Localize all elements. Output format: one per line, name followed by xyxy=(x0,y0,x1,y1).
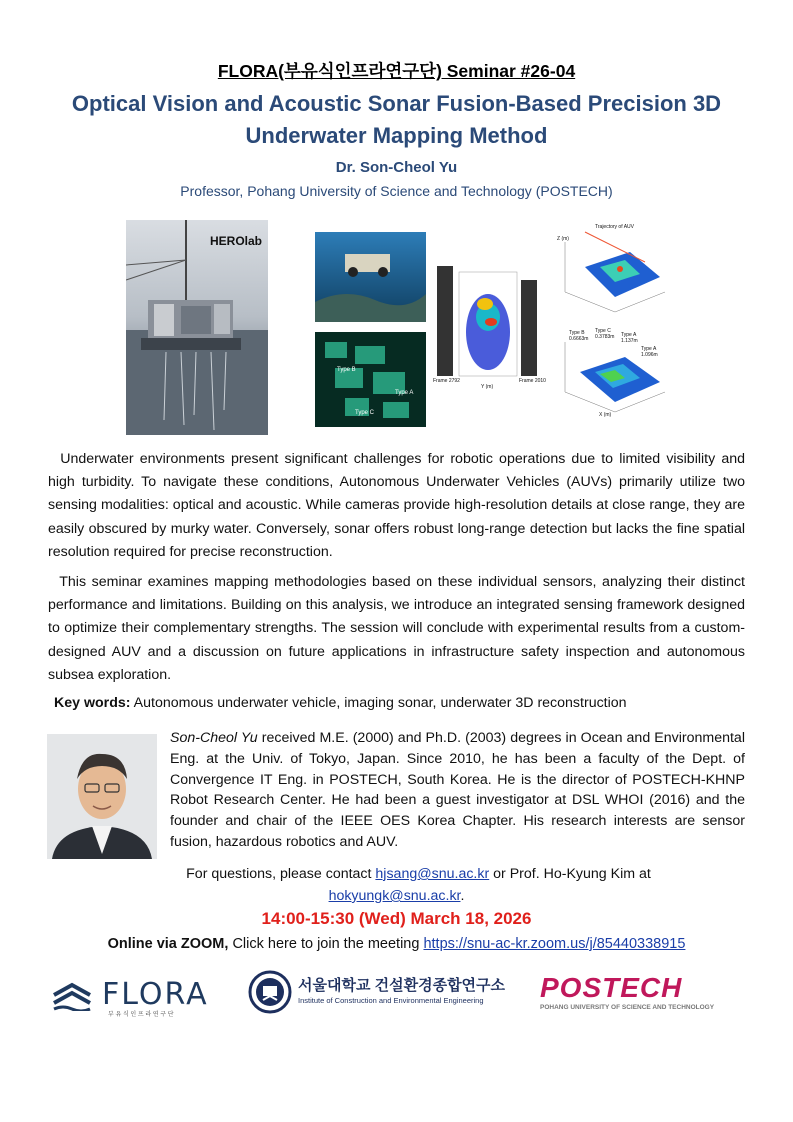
postech-subtitle: POHANG UNIVERSITY OF SCIENCE AND TECHNOLOGY xyxy=(540,1004,715,1011)
sonar-label-type-a: Type A xyxy=(395,390,414,396)
z-axis-label: Z (m) xyxy=(557,236,569,242)
abstract-paragraph-2: This seminar examines mapping methodologies based on these individual sensors, analyzing their distinct performance and limitations. Building on this analysis, we introduce an integrated sensing framework designed to optimize their complementary strengths. The session will conclude with experimental results from a custom-designed AUV and a discussion on future applications in infrastructure safety inspection and autonomous subsea exploration. xyxy=(48,574,745,683)
flora-wordmark: FLORA xyxy=(102,977,209,1012)
postech-wordmark: POSTECH xyxy=(540,972,683,1003)
abstract-paragraph-1: Underwater environments present significant challenges for robotic operations due to limited visibility and high turbidity. To navigate these conditions, Autonomous Underwater Vehicles (AUVs) primarily utilize two sensing modalities: optical and acoustic. While cameras provide high-resolution details at close range, they are easily obscured by murky water. Conversely, sonar offers robust long-range detection but lacks the fine spatial resolution required for precise reconstruction. xyxy=(48,451,745,560)
seminar-datetime: 14:00-15:30 (Wed) March 18, 2026 xyxy=(261,909,532,928)
x-axis-label: X (m) xyxy=(599,412,612,418)
auv-photo xyxy=(126,220,268,435)
frame-label-left: Frame 2792 xyxy=(433,378,460,384)
sonar-label-type-c: Type C xyxy=(355,410,375,416)
flora-subtitle: 부 유 식 인 프 라 연 구 단 xyxy=(108,1012,174,1018)
sonar-label-type-b: Type B xyxy=(337,367,356,373)
contact-prefix: For questions, please contact xyxy=(186,866,376,882)
speaker-affiliation: Professor, Pohang University of Science and Technology (POSTECH) xyxy=(180,183,613,199)
zoom-meeting-link[interactable]: https://snu-ac-kr.zoom.us/j/85440338915 xyxy=(423,936,686,952)
point-cloud-figure xyxy=(433,262,548,392)
flora-wave-icon xyxy=(50,981,94,1011)
trajectory-label: Trajectory of AUV xyxy=(595,224,634,230)
keywords xyxy=(54,695,627,711)
type-a-value-1: Type A 1.137m xyxy=(621,332,638,344)
bio-name: Son-Cheol Yu xyxy=(170,730,258,746)
bio-text: received M.E. (2000) and Ph.D. (2003) degrees in Ocean and Environmental Eng. at the Univ. of Tokyo, Japan. Since 2010, he has been a faculty of the Dept. of Convergence IT Eng. in POSTECH, South Korea. He is the director of POSTECH-KHNP Robot Research Center. He had been a guest investigator at DSL WHOI (2016) and the founder and chair of the IEEE OES Korea Chapter. His research interests are sensor fusion, hazardous robotics and AUV. xyxy=(170,730,745,850)
snu-emblem-icon xyxy=(248,970,292,1014)
email-link-hokyungk[interactable]: hokyungk@snu.ac.kr xyxy=(328,888,461,904)
underwater-auv-photo xyxy=(315,232,426,322)
y-axis-label: Y (m) xyxy=(481,384,494,390)
herolab-logo: HEROlab xyxy=(210,234,263,248)
contact-middle: or Prof. Ho-Kyung Kim at xyxy=(489,866,651,882)
email-link-hjsang[interactable]: hjsang@snu.ac.kr xyxy=(375,866,490,882)
speaker-bio xyxy=(170,728,745,853)
seminar-title xyxy=(0,88,793,152)
speaker-name: Dr. Son-Cheol Yu xyxy=(335,159,458,176)
snu-english-name: Institute of Construction and Environmental Engineering xyxy=(298,996,484,1005)
contact-info xyxy=(0,863,793,907)
join-text: Click here to join the meeting xyxy=(228,936,424,952)
keywords-label: Key words: xyxy=(54,695,131,711)
snu-logo xyxy=(248,970,513,1018)
seminar-series-heading: FLORA(부유식인프라연구단) Seminar #26-04 xyxy=(217,61,576,81)
type-a-value-2: Type A 1.096m xyxy=(641,346,658,358)
postech-logo xyxy=(540,972,750,1017)
title-line-2: Underwater Mapping Method xyxy=(245,123,548,148)
contact-suffix: . xyxy=(460,888,465,904)
type-b-value: Type B 0.6663m xyxy=(569,330,589,342)
frame-label-right: Frame 2010 xyxy=(519,378,546,384)
sonar-image xyxy=(315,332,426,427)
type-c-value: Type C 0.3783m xyxy=(595,328,615,340)
zoom-info xyxy=(0,936,793,952)
flora-logo xyxy=(50,975,215,1020)
snu-korean-name: 서울대학교 건설환경종합연구소 xyxy=(298,977,506,994)
keywords-text: Autonomous underwater vehicle, imaging sonar, underwater 3D reconstruction xyxy=(133,695,627,711)
online-label: Online via ZOOM, xyxy=(107,936,229,952)
3d-reconstruction-figure xyxy=(555,222,670,427)
title-line-1: Optical Vision and Acoustic Sonar Fusion-Based Precision 3D xyxy=(71,91,722,116)
speaker-photo xyxy=(47,734,157,859)
